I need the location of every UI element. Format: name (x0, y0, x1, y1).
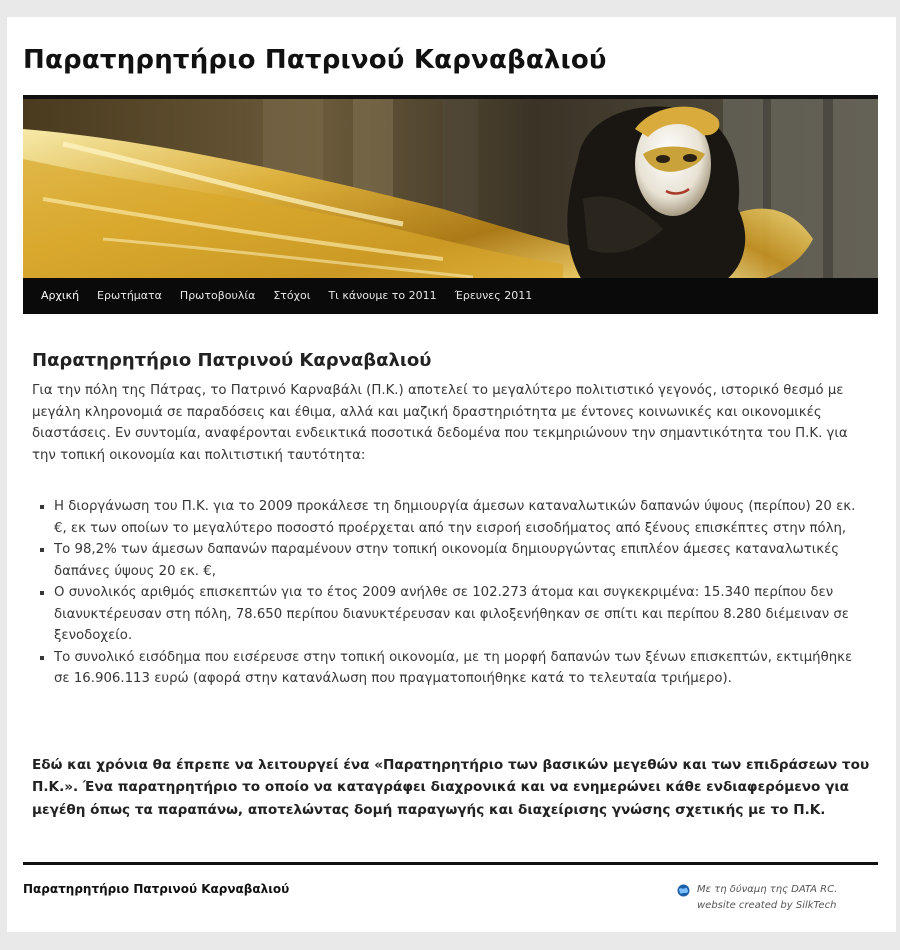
list-item: ▪ Το 98,2% των άμεσων δαπανών παραμένουν στην τοπική οικονομία δημιουργώντας επιπλέον άμεσες καταναλωτικές δαπάνες ύψους 20 εκ. €, (54, 539, 872, 582)
footer-divider (23, 862, 878, 865)
credit-powered-by[interactable]: Με τη δύναμη της DATA RC. (697, 884, 838, 895)
nav-item-2011-research[interactable]: Έρευνες 2011 (454, 289, 533, 302)
nav-item-home[interactable]: Αρχική (41, 289, 80, 302)
page-container (7, 17, 896, 932)
carnival-mask-image (23, 99, 878, 282)
footer-site-title[interactable]: Παρατηρητήριο Πατρινού Καρναβαλιού (23, 882, 290, 896)
globe-icon (677, 884, 690, 897)
main-navigation (23, 278, 878, 314)
list-item: ▪ Η διοργάνωση του Π.Κ. για το 2009 προκάλεσε τη δημιουργία άμεσων καταναλωτικών δαπανών ύψους (περίπου) 20 εκ. €, εκ των οποίων το μεγαλύτερο ποσοστό προέρχεται από την εισροή εισοδήματος από ξένους επισκέπτες στην πόλη, (54, 496, 872, 539)
facts-list (32, 496, 872, 690)
main-content (32, 350, 872, 821)
site-title[interactable]: Παρατηρητήριο Πατρινού Καρναβαλιού (23, 45, 607, 75)
intro-paragraph: Για την πόλη της Πάτρας, το Πατρινό Καρναβάλι (Π.Κ.) αποτελεί το μεγαλύτερο πολιτιστικό γεγονός, ιστορικό θεσμό με μεγάλη κληρονομιά σε παραδόσεις και έθιμα, αλλά και μαζική δραστηριότητα με έντονες κοινωνικές και οικονομικές διαστάσεις. Εν συντομία, αναφέρονται ενδεικτικά ποσοτικά δεδομένα που τεκμηριώνουν την σημαντικότητα του Π.Κ. για την τοπική οικονομία και πολιτιστική ταυτότητα: (32, 383, 848, 463)
page-title: Παρατηρητήριο Πατρινού Καρναβαλιού (32, 350, 432, 371)
conclusion-paragraph: Εδώ και χρόνια θα έπρεπε να λειτουργεί ένα «Παρατηρητήριο των βασικών μεγεθών και των επιδράσεων του Π.Κ.». Ένα παρατηρητήριο το οποίο να καταγράφει διαχρονικά και να ενημερώνει κάθε ενδιαφερόμενο για μεγέθη όπως τα παραπάνω, αποτελώντας δομή παραγωγής και διαχείρισης γνώσης σχετικής με το Π.Κ. (32, 756, 870, 818)
nav-item-goals[interactable]: Στόχοι (273, 289, 311, 302)
nav-item-2011-activities[interactable]: Τι κάνουμε το 2011 (328, 289, 437, 302)
list-item: ▪ Το συνολικό εισόδημα που εισέρευσε στην τοπική οικονομία, με τη μορφή δαπανών των ξένων επισκεπτών, εκτιμήθηκε σε 16.906.113 ευρώ (αφορά στην κατανάλωση που πραγματοποιήθηκε κατά το τελευταία τριήμερο). (54, 647, 872, 690)
footer-credits (677, 882, 837, 914)
nav-item-initiative[interactable]: Πρωτοβουλία (179, 289, 256, 302)
nav-item-questions[interactable]: Ερωτήματα (97, 289, 162, 302)
list-item: ▪ Ο συνολικός αριθμός επισκεπτών για το έτος 2009 ανήλθε σε 102.273 άτομα και συγκεκριμένα: 15.340 περίπου δεν διανυκτέρευσαν στη πόλη, 78.650 περίπου διανυκτέρευσαν και φιλοξενήθηκαν σε σπίτι και περίπου 8.280 διέμειναν σε ξενοδοχείο. (54, 582, 872, 647)
header-image[interactable] (23, 95, 878, 282)
credit-created-by[interactable]: website created by SilkTech (697, 900, 837, 911)
